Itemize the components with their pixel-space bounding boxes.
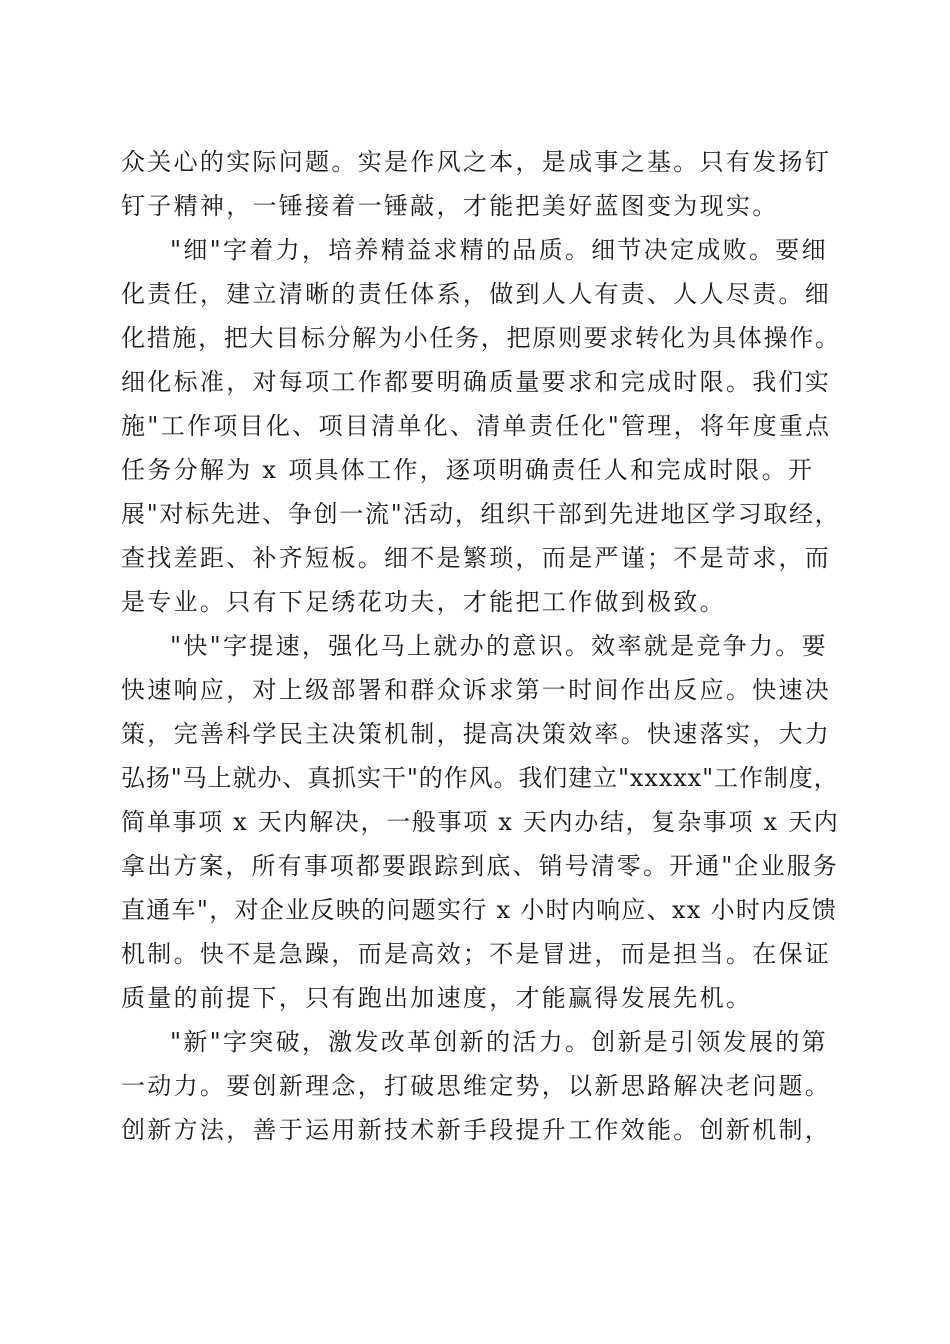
- text-line: 简单事项 x 天内解决，一般事项 x 天内办结，复杂事项 x 天内: [121, 808, 840, 836]
- text-line: 创新方法，善于运用新技术新手段提升工作效能。创新机制，: [121, 1116, 832, 1144]
- text-line: 机制。快不是急躁，而是高效；不是冒进，而是担当。在保证: [121, 940, 832, 968]
- text-line: 质量的前提下，只有跑出加速度，才能赢得发展先机。: [121, 984, 753, 1012]
- text-line: 化措施，把大目标分解为小任务，把原则要求转化为具体操作。: [121, 324, 841, 352]
- text-line: 直通车"，对企业反映的问题实行 x 小时内响应、xx 小时内反馈: [121, 896, 838, 924]
- text-line: 施"工作项目化、项目清单化、清单责任化"管理，将年度重点: [121, 412, 832, 440]
- text-line: 细化标准，对每项工作都要明确质量要求和完成时限。我们实: [121, 368, 832, 396]
- text-line: 展"对标先进、争创一流"活动，组织干部到先进地区学习取经，: [121, 500, 841, 528]
- text-line: 拿出方案，所有事项都要跟踪到底、销号清零。开通"企业服务: [121, 852, 839, 880]
- paragraph-start-line: "细"字着力，培养精益求精的品质。细节决定成败。要细: [170, 236, 828, 264]
- text-line: 策，完善科学民主决策机制，提高决策效率。快速落实，大力: [121, 720, 832, 748]
- text-line: 任务分解为 x 项具体工作，逐项明确责任人和完成时限。开: [121, 456, 815, 484]
- text-line: 化责任，建立清晰的责任体系，做到人人有责、人人尽责。细: [121, 280, 832, 308]
- text-line: 钉子精神，一锤接着一锤敲，才能把美好蓝图变为现实。: [121, 192, 779, 220]
- paragraph-start-line: "快"字提速，强化马上就办的意识。效率就是竞争力。要: [170, 632, 828, 660]
- paragraph-start-line: "新"字突破，激发改革创新的活力。创新是引领发展的第: [170, 1028, 828, 1056]
- text-line: 是专业。只有下足绣花功夫，才能把工作做到极致。: [121, 588, 726, 616]
- text-line: 一动力。要创新理念，打破思维定势，以新思路解决老问题。: [121, 1072, 832, 1100]
- text-line: 快速响应，对上级部署和群众诉求第一时间作出反应。快速决: [121, 676, 832, 704]
- text-line: 众关心的实际问题。实是作风之本，是成事之基。只有发扬钉: [121, 148, 832, 176]
- text-line: 查找差距、补齐短板。细不是繁琐，而是严谨；不是苛求，而: [121, 544, 832, 572]
- text-line: 弘扬"马上就办、真抓实干"的作风。我们建立"xxxxx"工作制度，: [121, 764, 839, 792]
